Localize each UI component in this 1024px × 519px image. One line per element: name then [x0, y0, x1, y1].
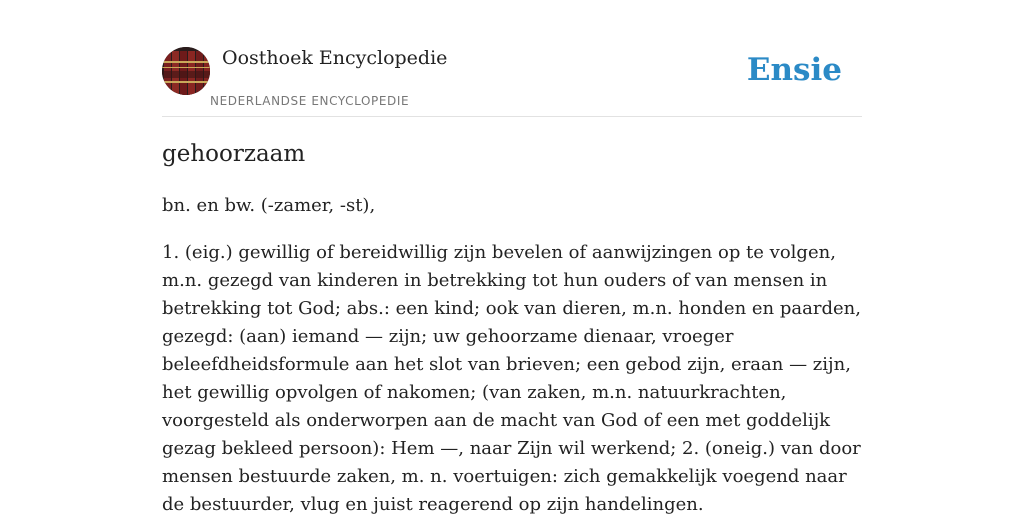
- page-container: [162, 0, 862, 515]
- entry-headword: gehoorzaam: [162, 141, 306, 167]
- site-title[interactable]: Oosthoek Encyclopedie: [222, 47, 448, 69]
- entry-definition: 1. (eig.) gewillig of bereidwillig zijn bevelen of aanwijzingen op te volgen, m.n. gezegd van kinderen in betrekking tot hun ouders of van mensen in betrekking tot God; abs.: een kind; ook van dieren, m.n. honden en paarden, gezegd: (aan) iemand — zijn; uw gehoorzame dienaar, vroeger beleefdheidsformule aan het slot van brieven; een gebod zijn, eraan — zijn, het gewillig opvolgen of nakomen; (van zaken, m.n. natuurkrachten, voorgesteld als onderworpen aan de macht van God of een met goddelijk gezag bekleed persoon): Hem —, naar Zijn wil werkend; 2. (oneig.) van door mensen bestuurde zaken, m. n. voertuigen: zich gemakkelijk voegend naar de bestuurder, vlug en juist reagerend op zijn handelingen.: [162, 242, 861, 515]
- entry-grammar: bn. en bw. (-zamer, -st),: [162, 195, 376, 216]
- encyclopedia-books-icon[interactable]: [162, 47, 210, 95]
- site-header: [162, 0, 862, 117]
- site-subtitle: NEDERLANDSE ENCYCLOPEDIE: [210, 94, 410, 108]
- brand-logo[interactable]: Ensie: [746, 52, 842, 88]
